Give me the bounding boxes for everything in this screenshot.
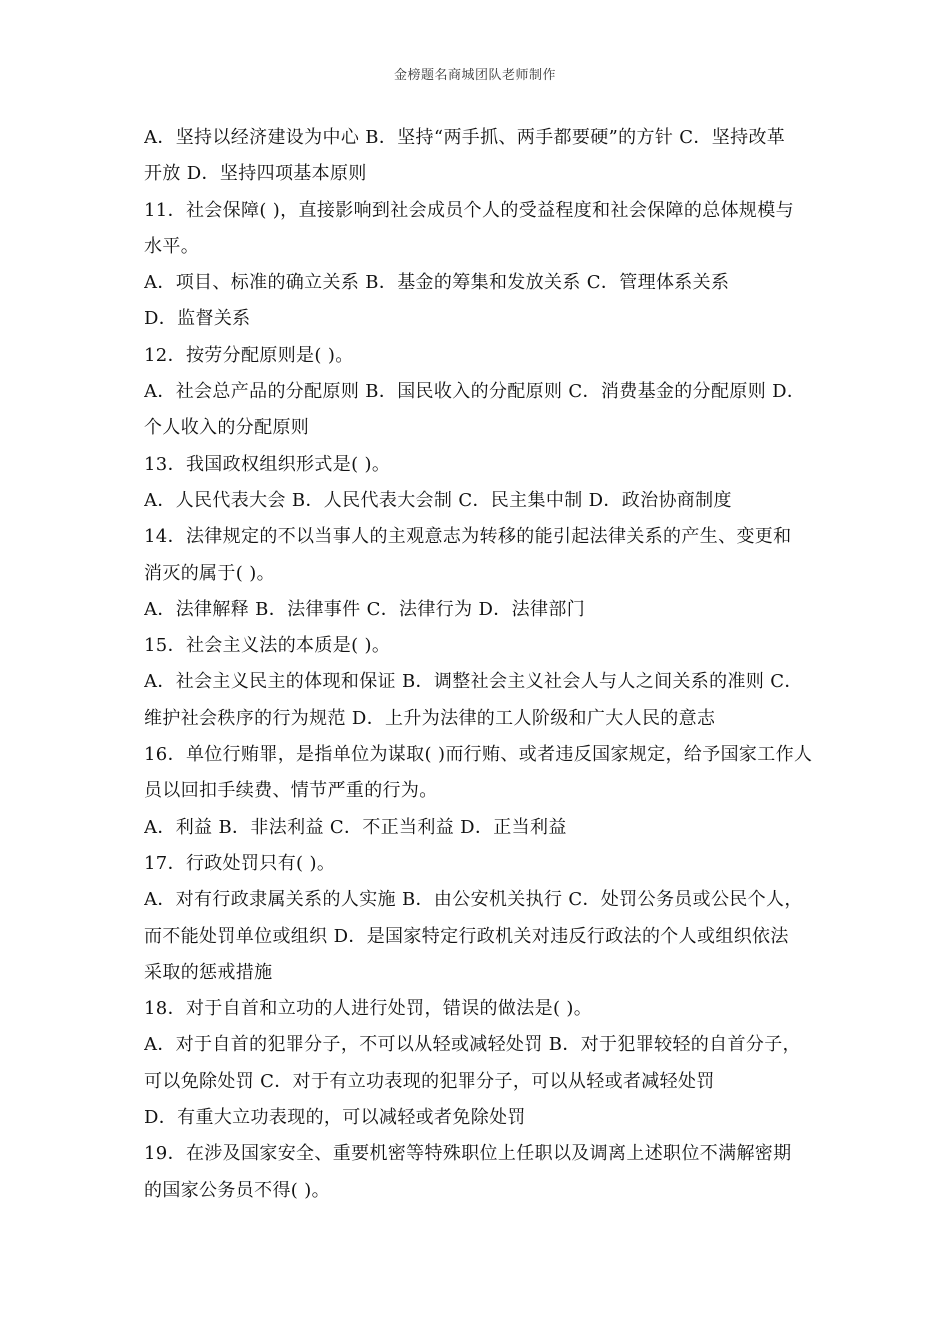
- page-header: 金榜题名商城团队老师制作: [393, 68, 556, 83]
- text-line: 采取的惩戒措施: [144, 961, 273, 983]
- text-line: 维护社会秩序的行为规范 D．上升为法律的工人阶级和广大人民的意志: [144, 707, 716, 729]
- text-line: A．利益 B．非法利益 C．不正当利益 D．正当利益: [144, 816, 567, 838]
- text-line: A．社会主义民主的体现和保证 B．调整社会主义社会人与人之间关系的准则 C．: [144, 671, 803, 693]
- text-line: A．人民代表大会 B．人民代表大会制 C．民主集中制 D．政治协商制度: [144, 489, 732, 511]
- text-line: 19．在涉及国家安全、重要机密等特殊职位上任职以及调离上述职位不满解密期: [144, 1143, 792, 1165]
- text-line: 13．我国政权组织形式是( )。: [144, 453, 391, 475]
- text-line: 个人收入的分配原则: [144, 417, 310, 439]
- text-line: 可以免除处罚 C．对于有立功表现的犯罪分子，可以从轻或者减轻处罚: [144, 1070, 715, 1092]
- document-body: [144, 120, 812, 1209]
- text-line: 12．按劳分配原则是( )。: [144, 344, 354, 366]
- text-line: 开放 D．坚持四项基本原则: [144, 163, 367, 185]
- text-line: 17．行政处罚只有( )。: [144, 852, 336, 874]
- text-line: A．社会总产品的分配原则 B．国民收入的分配原则 C．消费基金的分配原则 D．: [144, 381, 806, 403]
- text-line: 而不能处罚单位或组织 D．是国家特定行政机关对违反行政法的个人或组织依法: [144, 925, 789, 947]
- text-line: 15．社会主义法的本质是( )。: [144, 635, 391, 657]
- text-line: A．法律解释 B．法律事件 C．法律行为 D．法律部门: [144, 598, 586, 620]
- text-line: 11．社会保障( )，直接影响到社会成员个人的受益程度和社会保障的总体规模与: [144, 199, 794, 221]
- text-line: A．项目、标准的确立关系 B．基金的筹集和发放关系 C．管理体系关系: [144, 272, 730, 294]
- text-line: 14．法律规定的不以当事人的主观意志为转移的能引起法律关系的产生、变更和: [144, 526, 792, 548]
- text-line: 的国家公务员不得( )。: [144, 1179, 330, 1201]
- text-line: A．坚持以经济建设为中心 B．坚持“两手抓、两手都要硬”的方针 C．坚持改革: [144, 127, 786, 148]
- text-line: 员以回扣手续费、情节严重的行为。: [144, 780, 438, 802]
- text-line: A．对有行政隶属关系的人实施 B．由公安机关执行 C．处罚公务员或公民个人，: [144, 889, 803, 911]
- text-line: 18．对于自首和立功的人进行处罚，错误的做法是( )。: [144, 998, 593, 1020]
- text-line: D．有重大立功表现的，可以减轻或者免除处罚: [144, 1107, 526, 1129]
- text-line: 水平。: [144, 235, 200, 257]
- text-line: 16．单位行贿罪，是指单位为谋取( )而行贿、或者违反国家规定，给予国家工作人: [144, 744, 812, 766]
- text-line: A．对于自首的犯罪分子，不可以从轻或减轻处罚 B．对于犯罪较轻的自首分子，: [144, 1034, 801, 1056]
- text-line: D．监督关系: [144, 308, 251, 330]
- text-line: 消灭的属于( )。: [144, 562, 275, 584]
